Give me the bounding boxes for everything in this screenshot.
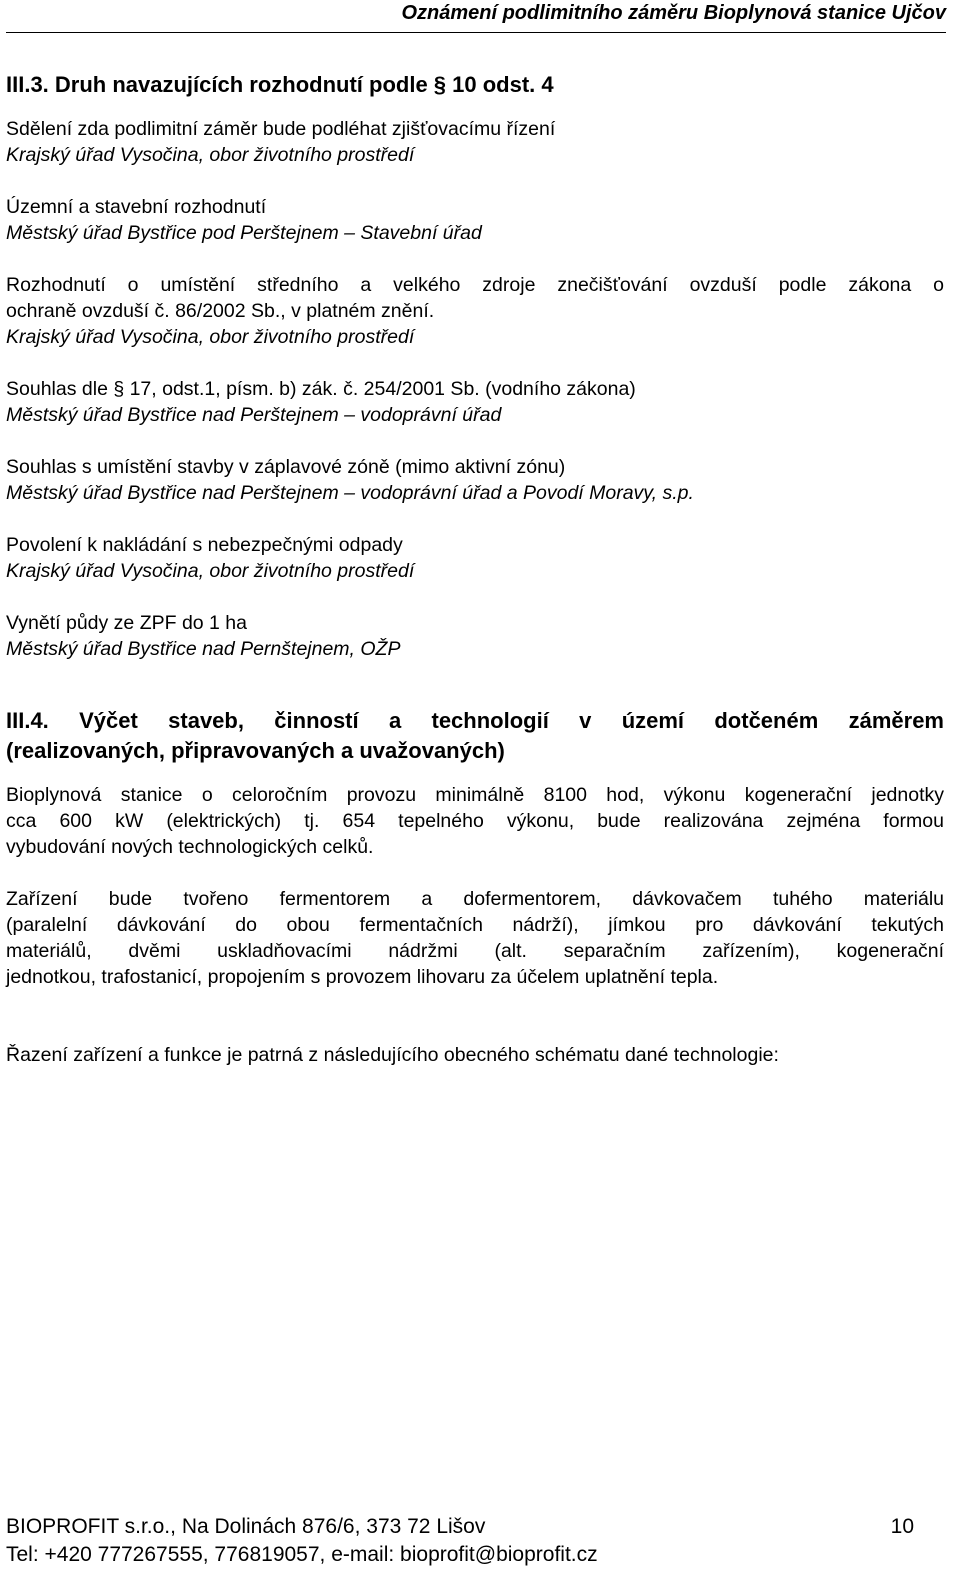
decision-title: Sdělení zda podlimitní záměr bude podléhat zjišťovacímu řízení: [6, 118, 556, 140]
decision-authority: Krajský úřad Vysočina, obor životního prostředí: [6, 326, 415, 348]
footer-address: BIOPROFIT s.r.o., Na Dolinách 876/6, 373 72 Lišov: [6, 1515, 486, 1538]
footer-contact: Tel: +420 777267555, 776819057, e-mail: bioprofit@bioprofit.cz: [6, 1543, 598, 1566]
paragraph-scheme-intro: Řazení zařízení a funkce je patrná z následujícího obecného schématu dané technologie:: [6, 1044, 779, 1066]
paragraph-description: [6, 782, 944, 860]
decision-authority: Městský úřad Bystřice nad Perštejnem – vodoprávní úřad a Povodí Moravy, s.p.: [6, 482, 694, 504]
paragraph-equipment: [6, 886, 944, 990]
decision-title: Povolení k nakládání s nebezpečnými odpady: [6, 534, 403, 556]
decision-authority: Krajský úřad Vysočina, obor životního prostředí: [6, 560, 415, 582]
paragraph-line: Bioplynová stanice o celoročním provozu minimálně 8100 hod, výkonu kogenerační jednotky: [6, 784, 944, 806]
decision-item: [6, 376, 944, 428]
decision-title: Souhlas s umístění stavby v záplavové zóně (mimo aktivní zónu): [6, 456, 566, 478]
paragraph-line: (paralelní dávkování do obou fermentačních nádrží), jímkou pro dávkování tekutých: [6, 914, 944, 936]
paragraph-line: Zařízení bude tvořeno fermentorem a dofermentorem, dávkovačem tuhého materiálu: [6, 888, 944, 910]
paragraph-line: cca 600 kW (elektrických) tj. 654 tepelného výkonu, bude realizována zejména formou: [6, 810, 944, 832]
decision-authority: Krajský úřad Vysočina, obor životního prostředí: [6, 144, 415, 166]
paragraph-line: jednotkou, trafostanicí, propojením s provozem lihovaru za účelem uplatnění tepla.: [6, 966, 719, 988]
paragraph-line: materiálů, dvěmi uskladňovacími nádržmi (alt. separačním zařízením), kogenerační: [6, 940, 944, 962]
header-divider: [6, 32, 946, 33]
footer-company: [6, 1513, 914, 1541]
decision-item: [6, 610, 944, 662]
decision-authority: Městský úřad Bystřice nad Pernštejnem, OŽP: [6, 638, 401, 660]
page-number: 10: [890, 1515, 914, 1538]
section-heading-iii-4: III.4. Výčet staveb, činností a technologií v území dotčeném záměrem: [6, 708, 944, 733]
decision-title: Vynětí půdy ze ZPF do 1 ha: [6, 612, 247, 634]
paragraph-line: vybudování nových technologických celků.: [6, 836, 374, 858]
decision-authority: Městský úřad Bystřice nad Perštejnem – vodoprávní úřad: [6, 404, 502, 426]
decision-title: Souhlas dle § 17, odst.1, písm. b) zák. č. 254/2001 Sb. (vodního zákona): [6, 378, 636, 400]
section-heading-iii-4-cont: (realizovaných, připravovaných a uvažovaných): [6, 738, 505, 763]
decision-title: Územní a stavební rozhodnutí: [6, 196, 267, 218]
decision-authority: Městský úřad Bystřice pod Perštejnem – Stavební úřad: [6, 222, 482, 244]
running-header: Oznámení podlimitního záměru Bioplynová stanice Ujčov: [401, 2, 946, 24]
decision-item: [6, 194, 944, 246]
page-body: [6, 70, 944, 1068]
decision-item: [6, 116, 944, 168]
decision-title: ochraně ovzduší č. 86/2002 Sb., v platném znění.: [6, 300, 435, 322]
section-heading-iii-3: III.3. Druh navazujících rozhodnutí podle § 10 odst. 4: [6, 72, 554, 97]
decision-item: [6, 454, 944, 506]
decision-item: [6, 532, 944, 584]
decision-item: [6, 272, 944, 350]
decision-title: Rozhodnutí o umístění středního a velkého zdroje znečišťování ovzduší podle zákona o: [6, 274, 944, 296]
